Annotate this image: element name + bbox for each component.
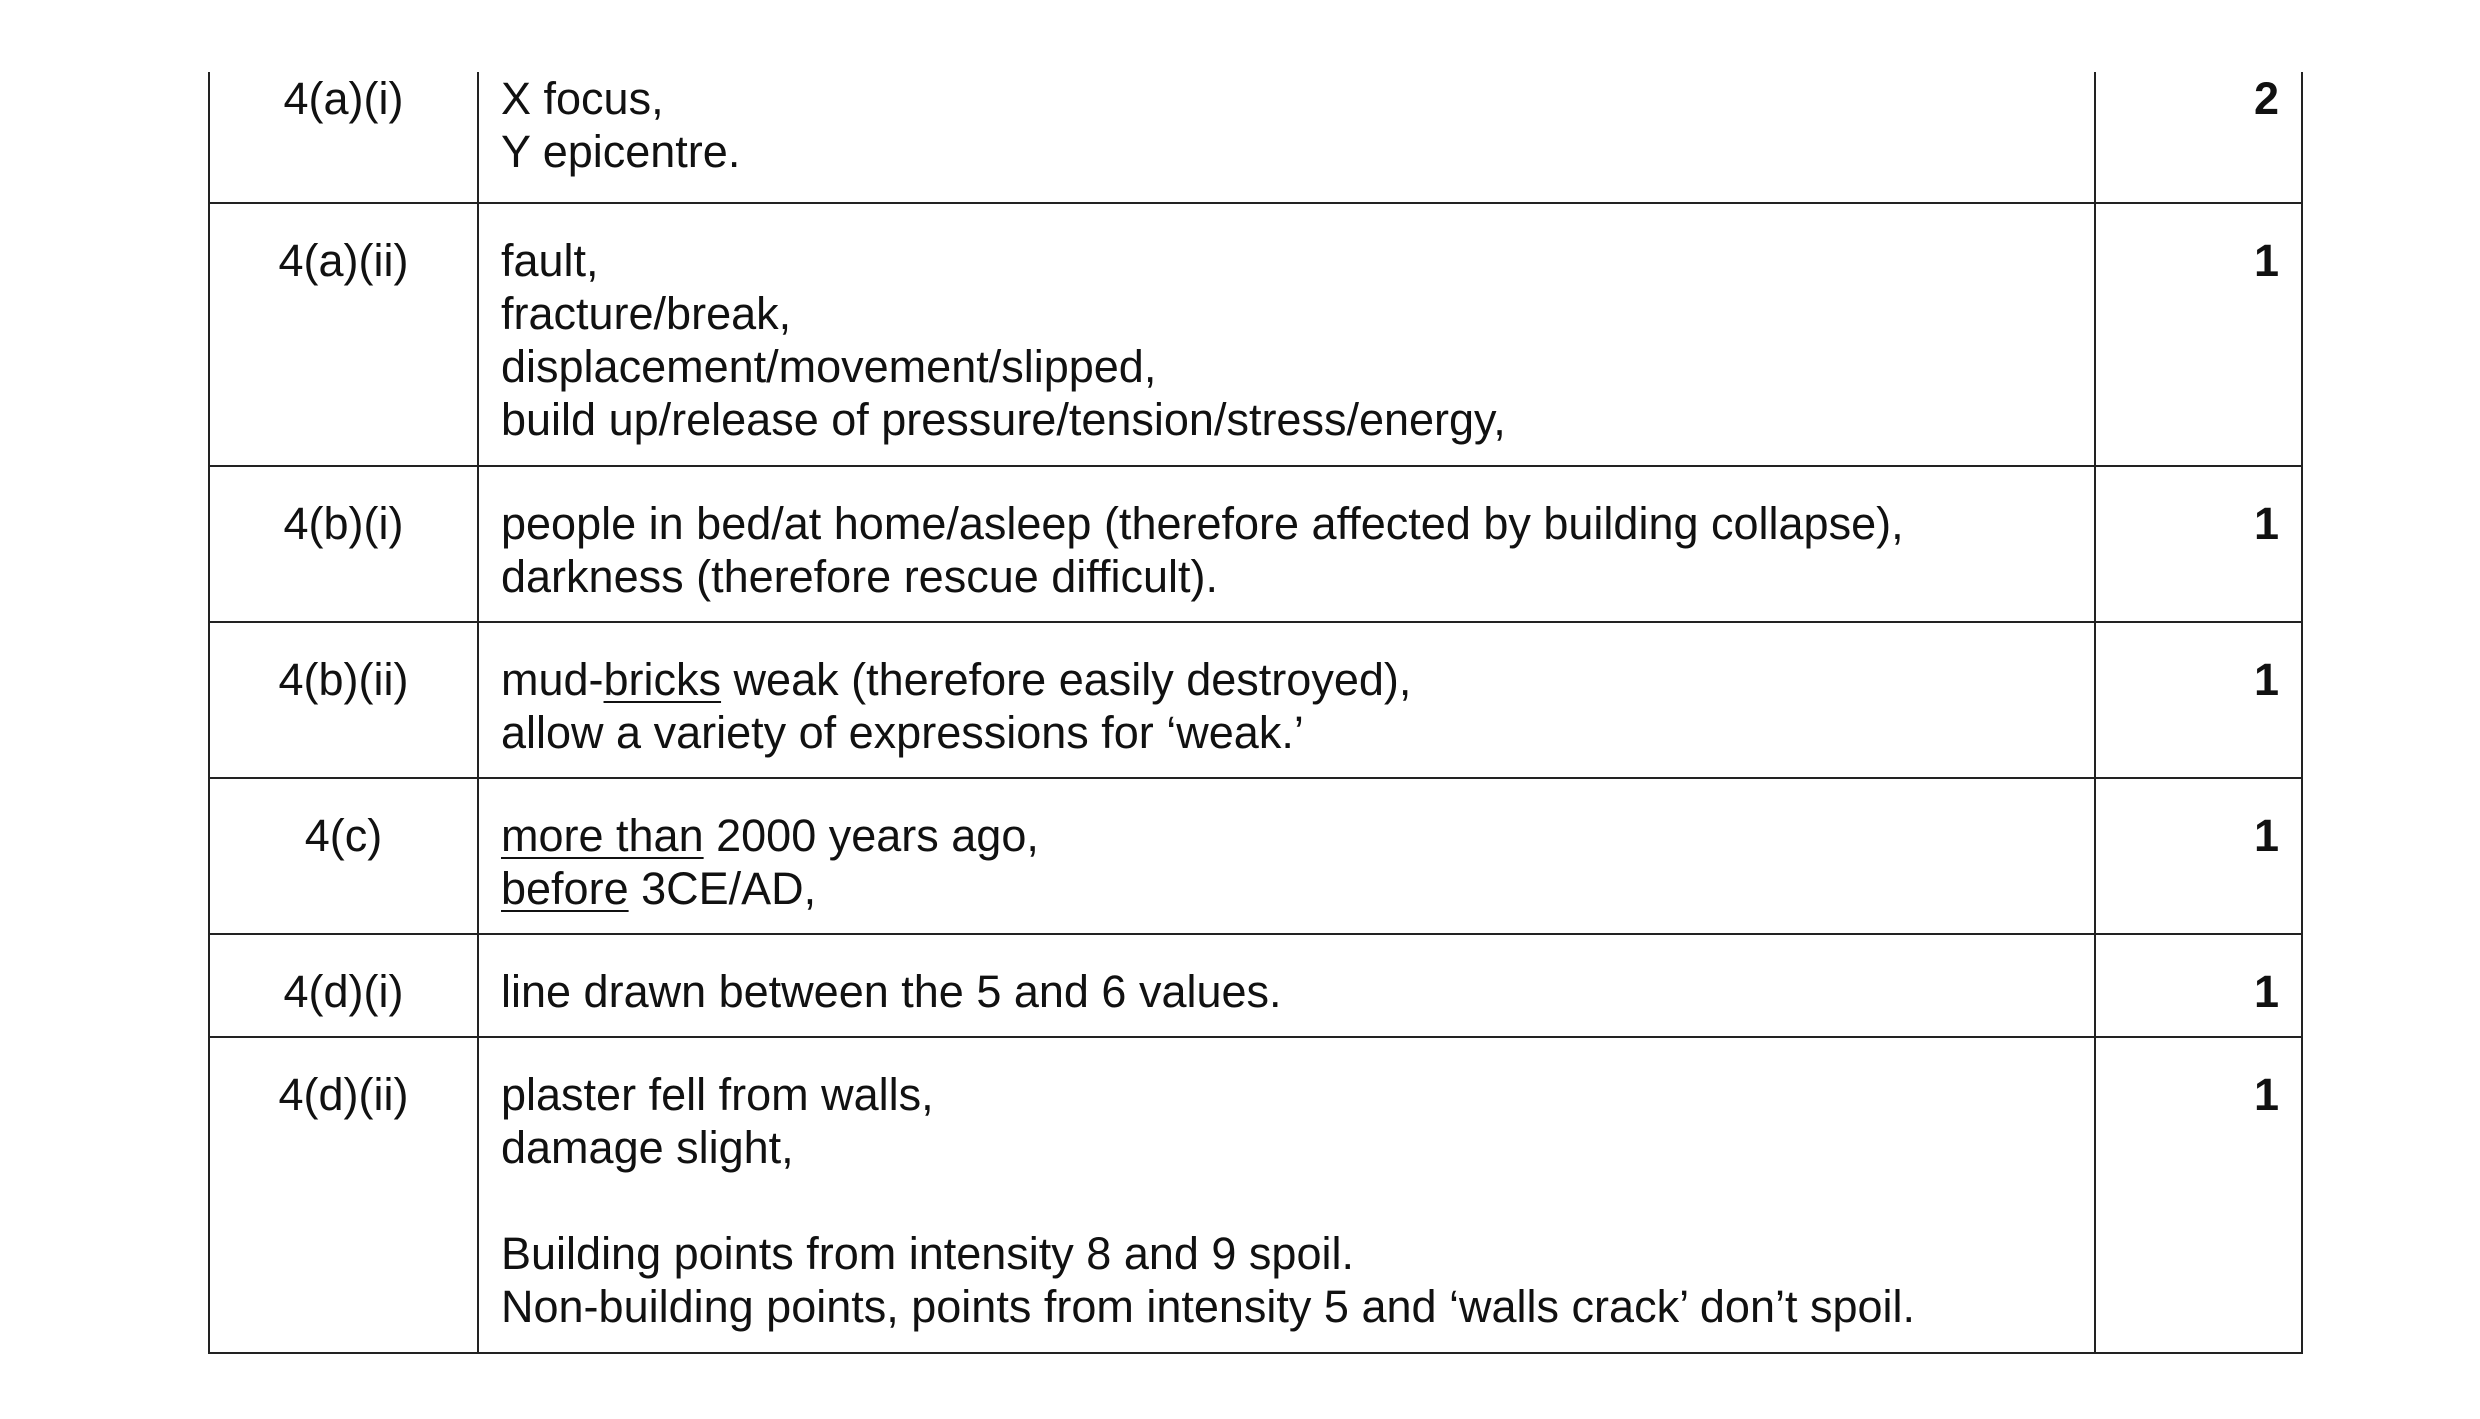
table-row [209,934,2302,1037]
answer-text: 2000 years ago, [703,810,1039,861]
question-number-cell [209,778,478,934]
table-body [209,72,2302,1353]
answer-line [501,653,2084,706]
question-number: 4(b)(ii) [278,654,409,705]
question-number-cell [209,72,478,203]
answer-cell [478,72,2095,203]
marks-value: 1 [2253,654,2279,705]
question-number-cell [209,203,478,466]
marks-value: 2 [2253,73,2279,124]
answer-text: displacement/movement/slipped, [501,341,1157,392]
answer-line [501,340,2084,393]
table-row [209,72,2302,203]
answer-line [501,287,2084,340]
table-row [209,778,2302,934]
question-number: 4(b)(i) [283,498,404,549]
answer-line [501,1280,2084,1333]
question-number-cell [209,1037,478,1353]
answer-text: fault, [501,235,599,286]
answer-line [501,125,2084,178]
answer-line [501,706,2084,759]
answer-cell [478,934,2095,1037]
marks-cell [2095,778,2302,934]
answer-text: fracture/break, [501,288,792,339]
answer-line [501,393,2084,446]
answer-text: build up/release of pressure/tension/stress/energy, [501,394,1506,445]
answer-text: people in bed/at home/asleep (therefore affected by building collapse), [501,498,1904,549]
answer-line [501,1227,2084,1280]
marks-cell [2095,934,2302,1037]
paragraph-gap [501,1174,2084,1227]
marks-value: 1 [2253,810,2279,861]
marks-value: 1 [2253,1069,2279,1120]
underlined-key-term: bricks [603,654,722,705]
answer-text: Non-building points, points from intensity 5 and ‘walls crack’ don’t spoil. [501,1281,1916,1332]
answer-line [501,234,2084,287]
question-number-cell [209,934,478,1037]
answer-cell [478,778,2095,934]
question-number: 4(a)(ii) [278,235,409,286]
question-number-cell [209,622,478,778]
answer-line [501,550,2084,603]
marks-value: 1 [2253,235,2279,286]
table-row [209,622,2302,778]
table-row [209,466,2302,622]
answer-text: plaster fell from walls, [501,1069,934,1120]
question-number: 4(d)(ii) [278,1069,409,1120]
answer-text: weak (therefore easily destroyed), [721,654,1412,705]
answer-line [501,862,2084,915]
answer-line [501,965,2084,1018]
question-number-cell [209,466,478,622]
answer-cell [478,466,2095,622]
answer-line [501,72,2084,125]
answer-cell [478,1037,2095,1353]
answer-text: allow a variety of expressions for ‘weak.’ [501,707,1304,758]
marks-cell [2095,622,2302,778]
answer-line [501,1121,2084,1174]
mark-scheme-table [208,72,2303,1354]
underlined-key-term: before [501,863,629,914]
question-number: 4(d)(i) [283,966,404,1017]
question-number: 4(a)(i) [283,73,404,124]
marks-value: 1 [2253,498,2279,549]
answer-line [501,497,2084,550]
table-row [209,203,2302,466]
answer-text: damage slight, [501,1122,794,1173]
marks-cell [2095,1037,2302,1353]
answer-cell [478,622,2095,778]
question-number: 4(c) [304,810,383,861]
answer-line [501,809,2084,862]
answer-text: line drawn between the 5 and 6 values. [501,966,1282,1017]
marks-cell [2095,466,2302,622]
answer-text: mud- [501,654,604,705]
marks-value: 1 [2253,966,2279,1017]
answer-line [501,1068,2084,1121]
underlined-key-term: more than [501,810,704,861]
answer-cell [478,203,2095,466]
answer-text: Y epicentre. [501,126,741,177]
marks-cell [2095,72,2302,203]
answer-text: X focus, [501,73,664,124]
answer-text: Building points from intensity 8 and 9 spoil. [501,1228,1354,1279]
answer-text: 3CE/AD, [628,863,817,914]
marks-cell [2095,203,2302,466]
answer-text: darkness (therefore rescue difficult). [501,551,1218,602]
table-row [209,1037,2302,1353]
